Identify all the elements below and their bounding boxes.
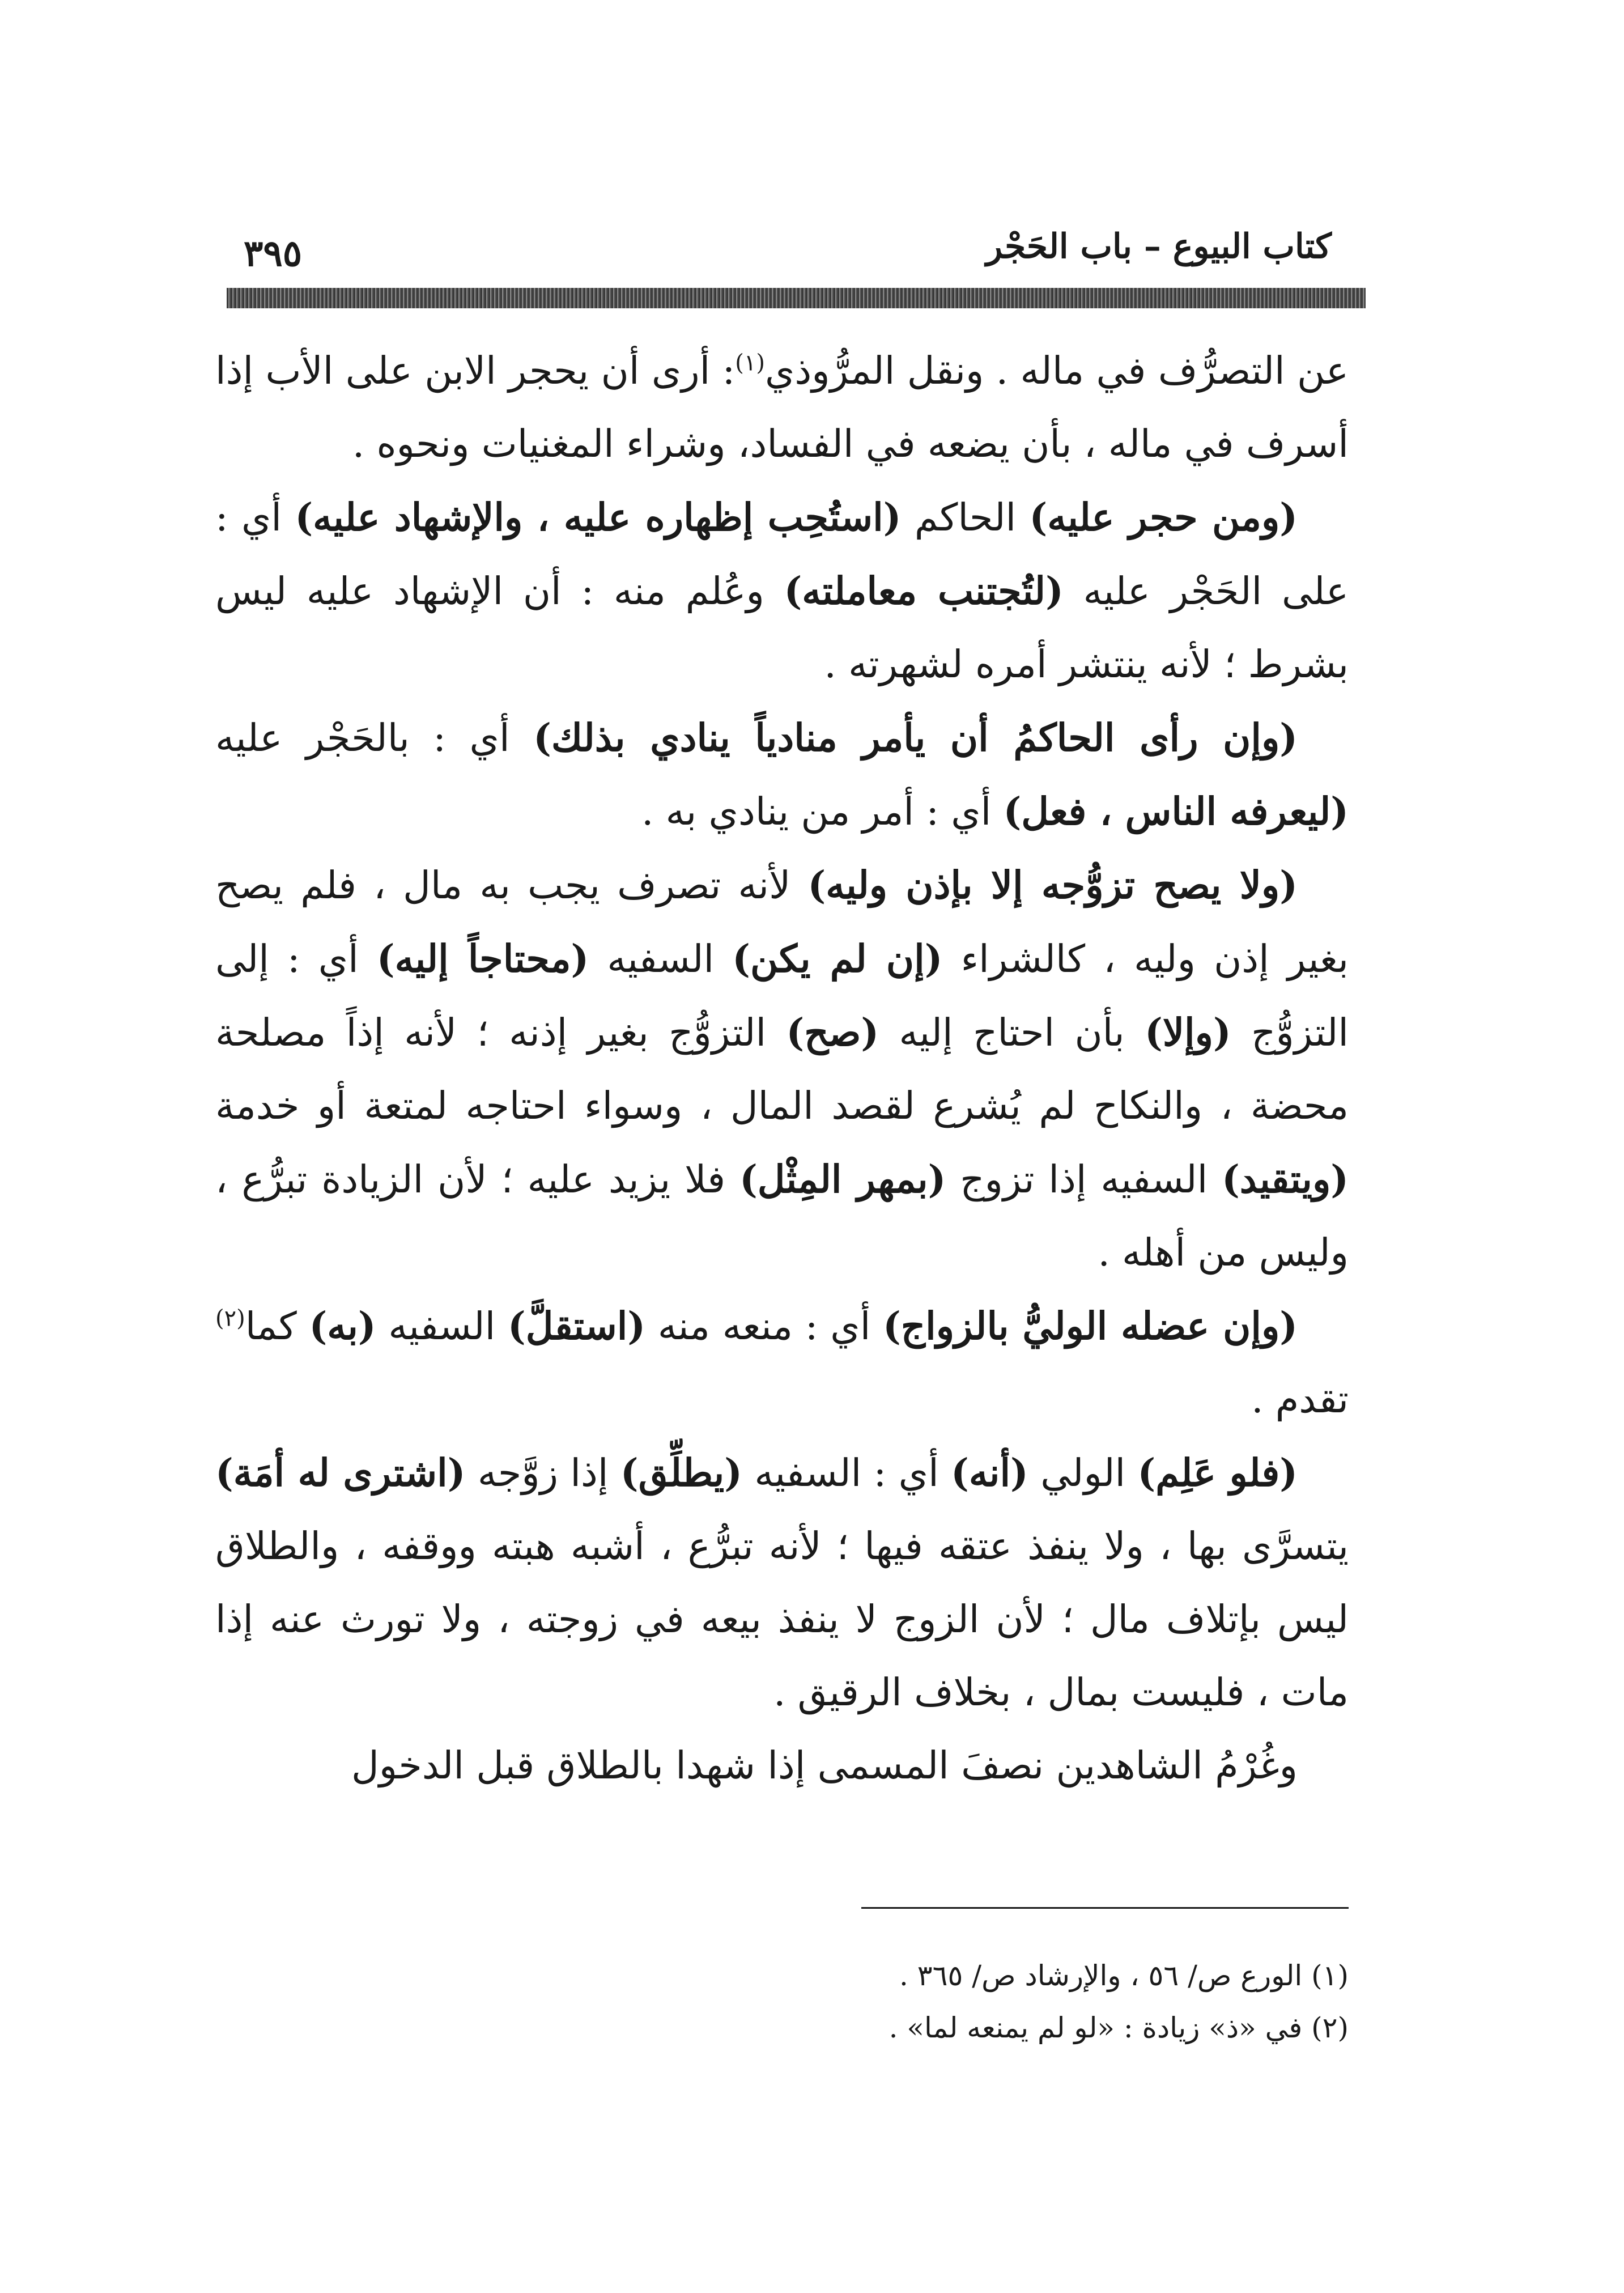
paragraph-5: (وإن عضله الوليُّ بالزواج) أي : منعه منه (استقلَّ) السفيه (به) كما$^{(٢)}$ تقدم . xyxy=(215,1303,1349,1421)
paragraph-7: وغُرْمُ الشاهدين نصفَ المسمى إذا شهدا بالطلاق قبل الدخول xyxy=(351,1743,1298,1787)
header-rule xyxy=(227,288,1366,308)
footnotes xyxy=(567,1950,1349,2054)
footnote-1: (١) الورع ص/ ٥٦ ، والإرشاد ص/ ٣٦٥ . xyxy=(899,1959,1349,1992)
paragraph-6: (فلو عَلِم) الولي (أنه) أي : السفيه (يطلِّق) إذا زوَّجه (اشترى له أمَة) يتسرَّى بها ، ولا ينفذ عتقه فيها ؛ لأنه تبرُّع ، أشبه هبته ووقفه ، والطلاق ليس بإتلاف مال ؛ لأن الزوج لا ينفذ بيعه في زوجته ، ولا تورث عنه إذا مات ، فليست بمال ، بخلاف الرقيق . xyxy=(215,1450,1349,1714)
paragraph-2: (ومن حجر عليه) الحاكم (استُحِب إظهاره عليه ، والإشهاد عليه) أي : على الحَجْر عليه (لتُجتنب معاملته) وعُلم منه : أن الإشهاد عليه ليس بشرط ؛ لأنه ينتشر أمره لشهرته . xyxy=(215,495,1349,686)
footnote-separator xyxy=(861,1907,1349,1909)
running-title: كتاب البيوع – باب الحَجْر xyxy=(986,227,1332,266)
paragraph-4: (ولا يصح تزوُّجه إلا بإذن وليه) لأنه تصرف يجب به مال ، فلم يصح بغير إذن وليه ، كالشراء (إن لم يكن) السفيه (محتاجاً إليه) أي : إلى التزوُّج (وإلا) بأن احتاج إليه (صح) التزوُّج بغير إذنه ؛ لأنه إذاً مصلحة محضة ، والنكاح لم يُشرع لقصد المال ، وسواء احتاجه لمتعة أو خدمة (ويتقيد) السفيه إذا تزوج (بمهر المِثْل) فلا يزيد عليه ؛ لأن الزيادة تبرُّع ، وليس من أهله . xyxy=(215,863,1349,1275)
page-number: ٣٩٥ xyxy=(244,232,303,275)
paragraph-3: (وإن رأى الحاكمُ أن يأمر منادياً ينادي بذلك) أي : بالحَجْر عليه (ليعرفه الناس ، فعل) أي : أمر من ينادي به . xyxy=(215,715,1349,834)
footnote-ref-1: (١) xyxy=(735,350,765,376)
page-header xyxy=(227,221,1366,278)
footnote-ref-2: (٢) xyxy=(215,1305,245,1332)
main-text xyxy=(215,334,1349,1802)
footnote-2: (٢) في «ذ» زيادة : «لو لم يمنعه لما» . xyxy=(888,2011,1349,2044)
paragraph-1: عن التصرُّف في ماله . ونقل المرُّوذي$^{(١)}$: أرى أن يحجر الابن على الأب إذا أسرف في ماله ، بأن يضعه في الفساد، وشراء المغنيات ونحوه . xyxy=(215,349,1349,466)
